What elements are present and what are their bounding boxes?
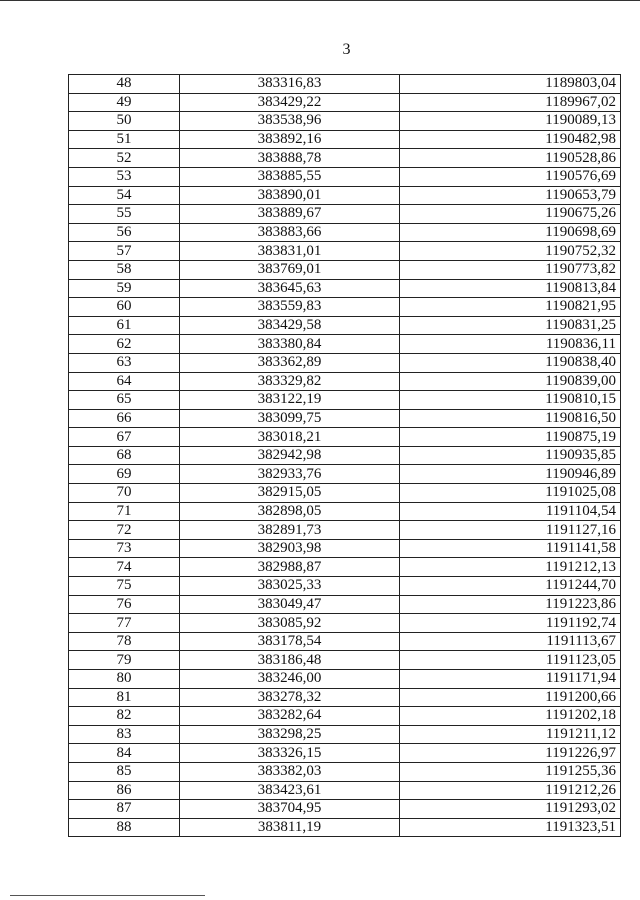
table-row (69, 223, 621, 242)
point-number-cell: 82 (69, 707, 180, 726)
y-coordinate-cell: 1190816,50 (400, 409, 621, 428)
y-coordinate-cell: 1190875,19 (400, 428, 621, 447)
table-row (69, 75, 621, 94)
table-row (69, 595, 621, 614)
table-row (69, 465, 621, 484)
y-coordinate-cell: 1190675,26 (400, 205, 621, 224)
point-number-cell: 79 (69, 651, 180, 670)
point-number-cell: 67 (69, 428, 180, 447)
table-row (69, 112, 621, 131)
table-row (69, 818, 621, 837)
table-row (69, 707, 621, 726)
point-number-cell: 51 (69, 130, 180, 149)
y-coordinate-cell: 1191202,18 (400, 707, 621, 726)
table-row (69, 577, 621, 596)
point-number-cell: 60 (69, 298, 180, 317)
point-number-cell: 72 (69, 521, 180, 540)
x-coordinate-cell: 383811,19 (180, 818, 400, 837)
table-row (69, 260, 621, 279)
table-row (69, 688, 621, 707)
y-coordinate-cell: 1191127,16 (400, 521, 621, 540)
y-coordinate-cell: 1190576,69 (400, 167, 621, 186)
point-number-cell: 88 (69, 818, 180, 837)
table-row (69, 409, 621, 428)
x-coordinate-cell: 383085,92 (180, 614, 400, 633)
table-row (69, 614, 621, 633)
point-number-cell: 75 (69, 577, 180, 596)
table-row (69, 167, 621, 186)
y-coordinate-cell: 1190935,85 (400, 446, 621, 465)
point-number-cell: 74 (69, 558, 180, 577)
table-row (69, 484, 621, 503)
y-coordinate-cell: 1191211,12 (400, 725, 621, 744)
x-coordinate-cell: 383538,96 (180, 112, 400, 131)
y-coordinate-cell: 1191171,94 (400, 670, 621, 689)
table-row (69, 149, 621, 168)
y-coordinate-cell: 1191192,74 (400, 614, 621, 633)
point-number-cell: 80 (69, 670, 180, 689)
point-number-cell: 50 (69, 112, 180, 131)
table-row (69, 242, 621, 261)
table-row (69, 502, 621, 521)
x-coordinate-cell: 383883,66 (180, 223, 400, 242)
x-coordinate-cell: 383559,83 (180, 298, 400, 317)
point-number-cell: 56 (69, 223, 180, 242)
x-coordinate-cell: 383099,75 (180, 409, 400, 428)
table-row (69, 632, 621, 651)
x-coordinate-cell: 383382,03 (180, 762, 400, 781)
x-coordinate-cell: 383769,01 (180, 260, 400, 279)
point-number-cell: 70 (69, 484, 180, 503)
coordinates-table (68, 74, 621, 837)
y-coordinate-cell: 1190810,15 (400, 391, 621, 410)
table-row (69, 298, 621, 317)
point-number-cell: 77 (69, 614, 180, 633)
y-coordinate-cell: 1191244,70 (400, 577, 621, 596)
x-coordinate-cell: 383362,89 (180, 353, 400, 372)
table-row (69, 186, 621, 205)
y-coordinate-cell: 1190821,95 (400, 298, 621, 317)
point-number-cell: 61 (69, 316, 180, 335)
point-number-cell: 69 (69, 465, 180, 484)
y-coordinate-cell: 1190482,98 (400, 130, 621, 149)
point-number-cell: 76 (69, 595, 180, 614)
point-number-cell: 71 (69, 502, 180, 521)
x-coordinate-cell: 382988,87 (180, 558, 400, 577)
point-number-cell: 81 (69, 688, 180, 707)
table-row (69, 391, 621, 410)
point-number-cell: 78 (69, 632, 180, 651)
x-coordinate-cell: 383885,55 (180, 167, 400, 186)
point-number-cell: 59 (69, 279, 180, 298)
point-number-cell: 53 (69, 167, 180, 186)
y-coordinate-cell: 1191226,97 (400, 744, 621, 763)
table-row (69, 93, 621, 112)
footer-rule (10, 895, 205, 896)
y-coordinate-cell: 1191123,05 (400, 651, 621, 670)
table-row (69, 539, 621, 558)
x-coordinate-cell: 383429,22 (180, 93, 400, 112)
table-row (69, 335, 621, 354)
x-coordinate-cell: 383018,21 (180, 428, 400, 447)
x-coordinate-cell: 383186,48 (180, 651, 400, 670)
x-coordinate-cell: 382891,73 (180, 521, 400, 540)
table-row (69, 279, 621, 298)
y-coordinate-cell: 1190698,69 (400, 223, 621, 242)
page-number: 3 (342, 41, 351, 58)
x-coordinate-cell: 382933,76 (180, 465, 400, 484)
y-coordinate-cell: 1190838,40 (400, 353, 621, 372)
point-number-cell: 48 (69, 75, 180, 94)
point-number-cell: 83 (69, 725, 180, 744)
x-coordinate-cell: 382903,98 (180, 539, 400, 558)
y-coordinate-cell: 1191293,02 (400, 800, 621, 819)
table-row (69, 725, 621, 744)
x-coordinate-cell: 383892,16 (180, 130, 400, 149)
x-coordinate-cell: 382942,98 (180, 446, 400, 465)
x-coordinate-cell: 383890,01 (180, 186, 400, 205)
x-coordinate-cell: 383246,00 (180, 670, 400, 689)
table-row (69, 558, 621, 577)
point-number-cell: 58 (69, 260, 180, 279)
point-number-cell: 87 (69, 800, 180, 819)
point-number-cell: 52 (69, 149, 180, 168)
y-coordinate-cell: 1190089,13 (400, 112, 621, 131)
x-coordinate-cell: 383423,61 (180, 781, 400, 800)
x-coordinate-cell: 382898,05 (180, 502, 400, 521)
x-coordinate-cell: 383889,67 (180, 205, 400, 224)
table-row (69, 353, 621, 372)
point-number-cell: 84 (69, 744, 180, 763)
point-number-cell: 55 (69, 205, 180, 224)
y-coordinate-cell: 1190528,86 (400, 149, 621, 168)
point-number-cell: 86 (69, 781, 180, 800)
y-coordinate-cell: 1190773,82 (400, 260, 621, 279)
table-row (69, 800, 621, 819)
page-top-edge (0, 0, 640, 1)
table-row (69, 372, 621, 391)
x-coordinate-cell: 383122,19 (180, 391, 400, 410)
table-row (69, 744, 621, 763)
x-coordinate-cell: 383278,32 (180, 688, 400, 707)
x-coordinate-cell: 383025,33 (180, 577, 400, 596)
y-coordinate-cell: 1191141,58 (400, 539, 621, 558)
point-number-cell: 68 (69, 446, 180, 465)
x-coordinate-cell: 383049,47 (180, 595, 400, 614)
point-number-cell: 65 (69, 391, 180, 410)
table-row (69, 130, 621, 149)
point-number-cell: 54 (69, 186, 180, 205)
y-coordinate-cell: 1190836,11 (400, 335, 621, 354)
y-coordinate-cell: 1189803,04 (400, 75, 621, 94)
point-number-cell: 64 (69, 372, 180, 391)
x-coordinate-cell: 383329,82 (180, 372, 400, 391)
x-coordinate-cell: 383178,54 (180, 632, 400, 651)
x-coordinate-cell: 383704,95 (180, 800, 400, 819)
point-number-cell: 62 (69, 335, 180, 354)
y-coordinate-cell: 1191255,36 (400, 762, 621, 781)
point-number-cell: 73 (69, 539, 180, 558)
table-row (69, 428, 621, 447)
x-coordinate-cell: 383326,15 (180, 744, 400, 763)
y-coordinate-cell: 1190946,89 (400, 465, 621, 484)
y-coordinate-cell: 1190839,00 (400, 372, 621, 391)
y-coordinate-cell: 1191212,13 (400, 558, 621, 577)
table-row (69, 446, 621, 465)
y-coordinate-cell: 1190831,25 (400, 316, 621, 335)
table-row (69, 651, 621, 670)
y-coordinate-cell: 1190813,84 (400, 279, 621, 298)
table-row (69, 670, 621, 689)
x-coordinate-cell: 383888,78 (180, 149, 400, 168)
y-coordinate-cell: 1190752,32 (400, 242, 621, 261)
x-coordinate-cell: 383380,84 (180, 335, 400, 354)
x-coordinate-cell: 383429,58 (180, 316, 400, 335)
x-coordinate-cell: 382915,05 (180, 484, 400, 503)
x-coordinate-cell: 383282,64 (180, 707, 400, 726)
x-coordinate-cell: 383645,63 (180, 279, 400, 298)
y-coordinate-cell: 1191104,54 (400, 502, 621, 521)
point-number-cell: 85 (69, 762, 180, 781)
x-coordinate-cell: 383831,01 (180, 242, 400, 261)
point-number-cell: 63 (69, 353, 180, 372)
x-coordinate-cell: 383316,83 (180, 75, 400, 94)
table-row (69, 781, 621, 800)
y-coordinate-cell: 1191212,26 (400, 781, 621, 800)
table-row (69, 316, 621, 335)
y-coordinate-cell: 1191223,86 (400, 595, 621, 614)
y-coordinate-cell: 1190653,79 (400, 186, 621, 205)
table-row (69, 521, 621, 540)
table-row (69, 762, 621, 781)
coordinates-table-body (69, 75, 621, 837)
y-coordinate-cell: 1191323,51 (400, 818, 621, 837)
y-coordinate-cell: 1191113,67 (400, 632, 621, 651)
table-row (69, 205, 621, 224)
y-coordinate-cell: 1191200,66 (400, 688, 621, 707)
y-coordinate-cell: 1189967,02 (400, 93, 621, 112)
y-coordinate-cell: 1191025,08 (400, 484, 621, 503)
point-number-cell: 66 (69, 409, 180, 428)
point-number-cell: 49 (69, 93, 180, 112)
x-coordinate-cell: 383298,25 (180, 725, 400, 744)
point-number-cell: 57 (69, 242, 180, 261)
